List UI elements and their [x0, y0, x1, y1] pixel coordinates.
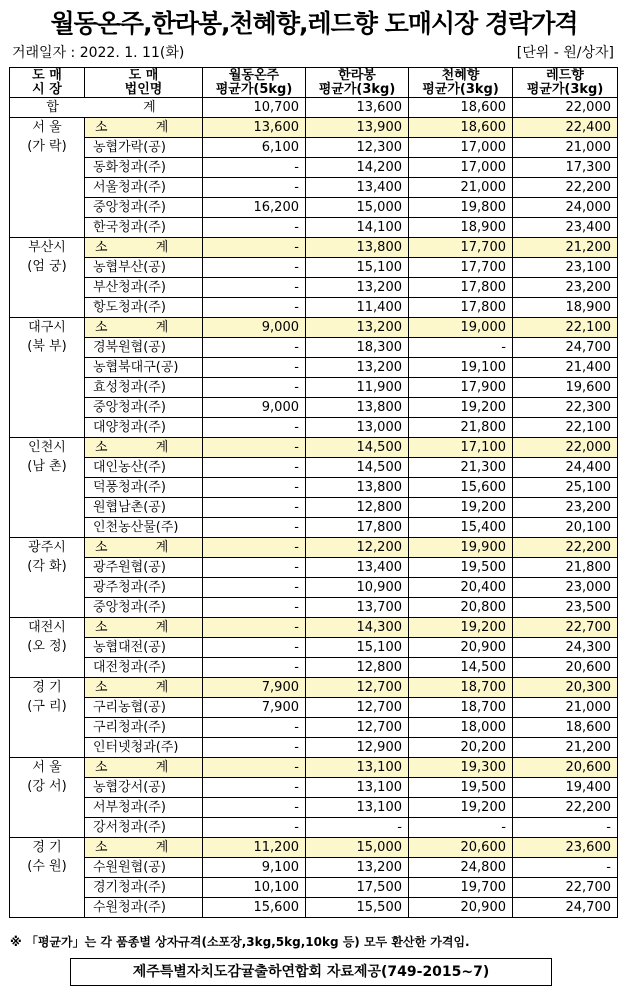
corp-name: 효성청과(주): [85, 378, 203, 398]
table-row: [10, 458, 618, 478]
price-cell: 13,800: [306, 398, 409, 418]
price-cell: 17,300: [513, 158, 618, 178]
price-cell: 17,800: [409, 298, 513, 318]
price-cell: 11,200: [203, 838, 306, 858]
price-cell: -: [203, 438, 306, 458]
price-cell: 23,100: [513, 258, 618, 278]
price-cell: 11,900: [306, 378, 409, 398]
corp-name: 대인농산(주): [85, 458, 203, 478]
subtotal-row: [10, 758, 618, 778]
table-row: [10, 598, 618, 618]
table-row: [10, 298, 618, 318]
price-table: [9, 67, 618, 918]
price-cell: 14,100: [306, 218, 409, 238]
price-cell: -: [203, 158, 306, 178]
price-cell: 12,700: [306, 718, 409, 738]
price-cell: 24,400: [513, 458, 618, 478]
market-name: 경 기 (수 원): [10, 838, 85, 918]
corp-name: 농협강서(공): [85, 778, 203, 798]
header-hallabong: 한라봉 평균가(3kg): [306, 68, 409, 98]
price-cell: -: [203, 218, 306, 238]
price-cell: 19,000: [409, 318, 513, 338]
header-redhyang: 레드향 평균가(3kg): [513, 68, 618, 98]
table-row: [10, 278, 618, 298]
price-cell: 19,200: [409, 798, 513, 818]
price-cell: 18,300: [306, 338, 409, 358]
price-cell: -: [203, 798, 306, 818]
subtotal-row: [10, 538, 618, 558]
grand-total-value: 18,600: [409, 98, 513, 118]
price-cell: 17,100: [409, 438, 513, 458]
price-cell: 14,200: [306, 158, 409, 178]
price-cell: 19,900: [409, 538, 513, 558]
header-cheonhyehyang: 천혜향 평균가(3kg): [409, 68, 513, 98]
table-row: [10, 698, 618, 718]
price-cell: 15,600: [203, 898, 306, 918]
header-market: 도 매 시 장: [10, 68, 85, 98]
price-cell: 20,600: [513, 758, 618, 778]
price-cell: 19,300: [409, 758, 513, 778]
corp-name: 인천농산물(주): [85, 518, 203, 538]
corp-name: 농협대전(공): [85, 638, 203, 658]
price-cell: -: [203, 778, 306, 798]
corp-name: 인터넷청과(주): [85, 738, 203, 758]
corp-name: 항도청과(주): [85, 298, 203, 318]
price-cell: 20,600: [409, 838, 513, 858]
corp-name: 수원청과(주): [85, 898, 203, 918]
price-cell: 19,200: [409, 398, 513, 418]
price-cell: 12,700: [306, 698, 409, 718]
table-row: [10, 358, 618, 378]
price-cell: 15,000: [306, 838, 409, 858]
grand-total-row: [10, 98, 618, 118]
header-corp: 도 매 법인명: [85, 68, 203, 98]
price-cell: 22,200: [513, 538, 618, 558]
price-cell: -: [203, 278, 306, 298]
table-row: [10, 338, 618, 358]
footnote: ※ 「평균가」는 각 품종별 상자규격(소포장,3kg,5kg,10kg 등) 모두 환산한 가격임.: [10, 935, 470, 949]
price-cell: 20,200: [409, 738, 513, 758]
price-cell: -: [203, 558, 306, 578]
price-cell: 21,000: [513, 698, 618, 718]
table-row: [10, 818, 618, 838]
price-cell: 13,000: [306, 418, 409, 438]
price-cell: 13,400: [306, 558, 409, 578]
table-row: [10, 878, 618, 898]
corp-name: 구리청과(주): [85, 718, 203, 738]
corp-name: 강서청과(주): [85, 818, 203, 838]
table-row: [10, 718, 618, 738]
price-cell: 21,400: [513, 358, 618, 378]
price-cell: 21,800: [409, 418, 513, 438]
price-cell: -: [409, 338, 513, 358]
corp-name: 대양청과(주): [85, 418, 203, 438]
market-name: 대구시 (북 부): [10, 318, 85, 438]
subtotal-label: 소 계: [85, 438, 203, 458]
price-cell: 15,100: [306, 258, 409, 278]
price-cell: 24,700: [513, 338, 618, 358]
price-cell: 18,700: [409, 698, 513, 718]
subtotal-row: [10, 118, 618, 138]
price-cell: -: [203, 758, 306, 778]
table-row: [10, 218, 618, 238]
price-cell: -: [203, 578, 306, 598]
price-cell: 9,100: [203, 858, 306, 878]
price-cell: 13,200: [306, 278, 409, 298]
table-row: [10, 378, 618, 398]
price-cell: -: [203, 358, 306, 378]
price-cell: 13,200: [306, 318, 409, 338]
corp-name: 광주청과(주): [85, 578, 203, 598]
price-cell: -: [203, 458, 306, 478]
price-cell: 19,700: [409, 878, 513, 898]
price-cell: 12,200: [306, 538, 409, 558]
price-cell: 25,100: [513, 478, 618, 498]
price-cell: 19,400: [513, 778, 618, 798]
corp-name: 농협가락(공): [85, 138, 203, 158]
corp-name: 중앙청과(주): [85, 198, 203, 218]
price-cell: 23,400: [513, 218, 618, 238]
market-name: 대전시 (오 정): [10, 618, 85, 678]
market-name: 경 기 (구 리): [10, 678, 85, 758]
price-cell: -: [203, 418, 306, 438]
subtotal-row: [10, 678, 618, 698]
price-cell: 21,300: [409, 458, 513, 478]
table-row: [10, 858, 618, 878]
price-cell: 13,800: [306, 478, 409, 498]
table-row: [10, 738, 618, 758]
price-cell: -: [203, 598, 306, 618]
subtotal-label: 소 계: [85, 238, 203, 258]
subtotal-label: 소 계: [85, 618, 203, 638]
grand-total-label: 합 계: [10, 98, 203, 118]
market-name: 광주시 (각 화): [10, 538, 85, 618]
price-cell: -: [203, 718, 306, 738]
price-cell: 21,200: [513, 238, 618, 258]
table-row: [10, 658, 618, 678]
price-cell: 21,800: [513, 558, 618, 578]
price-cell: 13,100: [306, 778, 409, 798]
price-cell: 20,800: [409, 598, 513, 618]
price-cell: 19,200: [409, 498, 513, 518]
subtotal-label: 소 계: [85, 538, 203, 558]
corp-name: 동화청과(주): [85, 158, 203, 178]
price-cell: 6,100: [203, 138, 306, 158]
price-cell: 23,500: [513, 598, 618, 618]
price-cell: -: [203, 518, 306, 538]
table-row: [10, 138, 618, 158]
corp-name: 농협북대구(공): [85, 358, 203, 378]
price-cell: -: [513, 858, 618, 878]
price-cell: 22,300: [513, 398, 618, 418]
price-cell: 23,000: [513, 578, 618, 598]
corp-name: 서울청과(주): [85, 178, 203, 198]
table-row: [10, 558, 618, 578]
price-cell: 7,900: [203, 678, 306, 698]
price-cell: -: [409, 818, 513, 838]
price-cell: -: [306, 818, 409, 838]
price-cell: 23,600: [513, 838, 618, 858]
price-cell: 10,100: [203, 878, 306, 898]
price-cell: 22,400: [513, 118, 618, 138]
price-cell: 22,100: [513, 318, 618, 338]
table-row: [10, 578, 618, 598]
price-cell: 13,100: [306, 798, 409, 818]
table-row: [10, 778, 618, 798]
price-cell: 17,000: [409, 158, 513, 178]
price-cell: 17,800: [306, 518, 409, 538]
table-row: [10, 178, 618, 198]
price-cell: 18,600: [409, 118, 513, 138]
price-cell: 23,200: [513, 498, 618, 518]
market-name: 서 울 (강 서): [10, 758, 85, 838]
subtotal-label: 소 계: [85, 838, 203, 858]
price-cell: 18,600: [513, 718, 618, 738]
price-cell: -: [203, 538, 306, 558]
corp-name: 한국청과(주): [85, 218, 203, 238]
market-name: 부산시 (엄 궁): [10, 238, 85, 318]
price-cell: 20,900: [409, 898, 513, 918]
table-row: [10, 258, 618, 278]
price-cell: -: [203, 818, 306, 838]
header-row: [10, 68, 618, 98]
price-cell: 23,200: [513, 278, 618, 298]
header-onju: 월동온주 평균가(5kg): [203, 68, 306, 98]
price-cell: 13,400: [306, 178, 409, 198]
price-cell: 18,700: [409, 678, 513, 698]
grand-total-value: 22,000: [513, 98, 618, 118]
corp-name: 대전청과(주): [85, 658, 203, 678]
table-row: [10, 158, 618, 178]
corp-name: 중앙청과(주): [85, 598, 203, 618]
corp-name: 덕풍청과(주): [85, 478, 203, 498]
price-cell: 15,500: [306, 898, 409, 918]
price-cell: -: [203, 258, 306, 278]
price-cell: 12,800: [306, 498, 409, 518]
price-cell: 19,100: [409, 358, 513, 378]
price-cell: 13,200: [306, 858, 409, 878]
price-cell: 17,800: [409, 278, 513, 298]
table-row: [10, 498, 618, 518]
price-cell: 13,600: [203, 118, 306, 138]
price-cell: 17,700: [409, 238, 513, 258]
price-cell: 15,000: [306, 198, 409, 218]
page-title: 월동온주,한라봉,천혜향,레드향 도매시장 경락가격: [50, 9, 578, 38]
price-cell: 24,700: [513, 898, 618, 918]
price-cell: -: [203, 338, 306, 358]
price-cell: 18,000: [409, 718, 513, 738]
price-cell: 12,800: [306, 658, 409, 678]
price-cell: 19,800: [409, 198, 513, 218]
price-cell: 13,100: [306, 758, 409, 778]
corp-name: 원협남촌(공): [85, 498, 203, 518]
price-cell: -: [203, 658, 306, 678]
subtotal-label: 소 계: [85, 318, 203, 338]
price-cell: -: [203, 638, 306, 658]
price-cell: 20,300: [513, 678, 618, 698]
table-row: [10, 638, 618, 658]
price-cell: 12,300: [306, 138, 409, 158]
subtotal-row: [10, 838, 618, 858]
corp-name: 농협부산(공): [85, 258, 203, 278]
price-cell: 13,700: [306, 598, 409, 618]
price-cell: 11,400: [306, 298, 409, 318]
price-cell: 21,000: [513, 138, 618, 158]
price-cell: 14,300: [306, 618, 409, 638]
price-cell: 19,600: [513, 378, 618, 398]
price-cell: 20,100: [513, 518, 618, 538]
price-cell: -: [203, 618, 306, 638]
subtotal-label: 소 계: [85, 678, 203, 698]
source-box: 제주특별자치도감귤출하연합회 자료제공(749-2015~7): [70, 958, 552, 986]
price-cell: 17,000: [409, 138, 513, 158]
price-cell: 14,500: [409, 658, 513, 678]
price-cell: 7,900: [203, 698, 306, 718]
price-cell: 12,900: [306, 738, 409, 758]
price-cell: 10,900: [306, 578, 409, 598]
price-cell: -: [203, 478, 306, 498]
corp-name: 수원원협(공): [85, 858, 203, 878]
price-cell: 17,700: [409, 258, 513, 278]
price-cell: 22,100: [513, 418, 618, 438]
grand-total-value: 10,700: [203, 98, 306, 118]
price-cell: 9,000: [203, 398, 306, 418]
price-cell: -: [203, 178, 306, 198]
subtotal-row: [10, 318, 618, 338]
corp-name: 경기청과(주): [85, 878, 203, 898]
price-cell: 9,000: [203, 318, 306, 338]
price-cell: 20,900: [409, 638, 513, 658]
price-cell: -: [203, 738, 306, 758]
price-cell: 21,200: [513, 738, 618, 758]
price-cell: 22,700: [513, 878, 618, 898]
price-cell: -: [203, 238, 306, 258]
price-cell: 22,200: [513, 798, 618, 818]
price-cell: 14,500: [306, 458, 409, 478]
price-cell: 19,200: [409, 618, 513, 638]
price-cell: 22,700: [513, 618, 618, 638]
price-cell: 18,900: [513, 298, 618, 318]
corp-name: 서부청과(주): [85, 798, 203, 818]
subtotal-label: 소 계: [85, 118, 203, 138]
price-cell: 17,500: [306, 878, 409, 898]
subtotal-label: 소 계: [85, 758, 203, 778]
grand-total-value: 13,600: [306, 98, 409, 118]
price-cell: 14,500: [306, 438, 409, 458]
corp-name: 광주원협(공): [85, 558, 203, 578]
price-cell: 24,800: [409, 858, 513, 878]
price-cell: 22,200: [513, 178, 618, 198]
price-cell: 16,200: [203, 198, 306, 218]
price-cell: 17,900: [409, 378, 513, 398]
price-cell: -: [513, 818, 618, 838]
price-cell: -: [203, 498, 306, 518]
price-cell: 24,000: [513, 198, 618, 218]
table-row: [10, 478, 618, 498]
table-row: [10, 798, 618, 818]
table-row: [10, 418, 618, 438]
corp-name: 구리농협(공): [85, 698, 203, 718]
unit-label: [단위 - 원/상자]: [516, 45, 614, 61]
corp-name: 부산청과(주): [85, 278, 203, 298]
price-cell: 15,100: [306, 638, 409, 658]
price-cell: 19,500: [409, 778, 513, 798]
price-cell: 20,400: [409, 578, 513, 598]
table-row: [10, 198, 618, 218]
price-cell: 15,400: [409, 518, 513, 538]
price-cell: 21,000: [409, 178, 513, 198]
price-cell: -: [203, 378, 306, 398]
price-cell: 13,200: [306, 358, 409, 378]
price-cell: 19,500: [409, 558, 513, 578]
price-cell: 20,600: [513, 658, 618, 678]
subtotal-row: [10, 238, 618, 258]
price-cell: 13,900: [306, 118, 409, 138]
table-row: [10, 898, 618, 918]
market-name: 서 울 (가 락): [10, 118, 85, 238]
subtotal-row: [10, 618, 618, 638]
price-cell: 22,000: [513, 438, 618, 458]
price-cell: 15,600: [409, 478, 513, 498]
price-cell: 12,700: [306, 678, 409, 698]
subtotal-row: [10, 438, 618, 458]
trade-date: 거래일자 : 2022. 1. 11(화): [12, 45, 185, 61]
corp-name: 중앙청과(주): [85, 398, 203, 418]
price-cell: 24,300: [513, 638, 618, 658]
table-row: [10, 518, 618, 538]
table-row: [10, 398, 618, 418]
price-cell: 13,800: [306, 238, 409, 258]
price-cell: -: [203, 298, 306, 318]
corp-name: 경북원협(공): [85, 338, 203, 358]
price-cell: 18,900: [409, 218, 513, 238]
market-name: 인천시 (남 촌): [10, 438, 85, 538]
